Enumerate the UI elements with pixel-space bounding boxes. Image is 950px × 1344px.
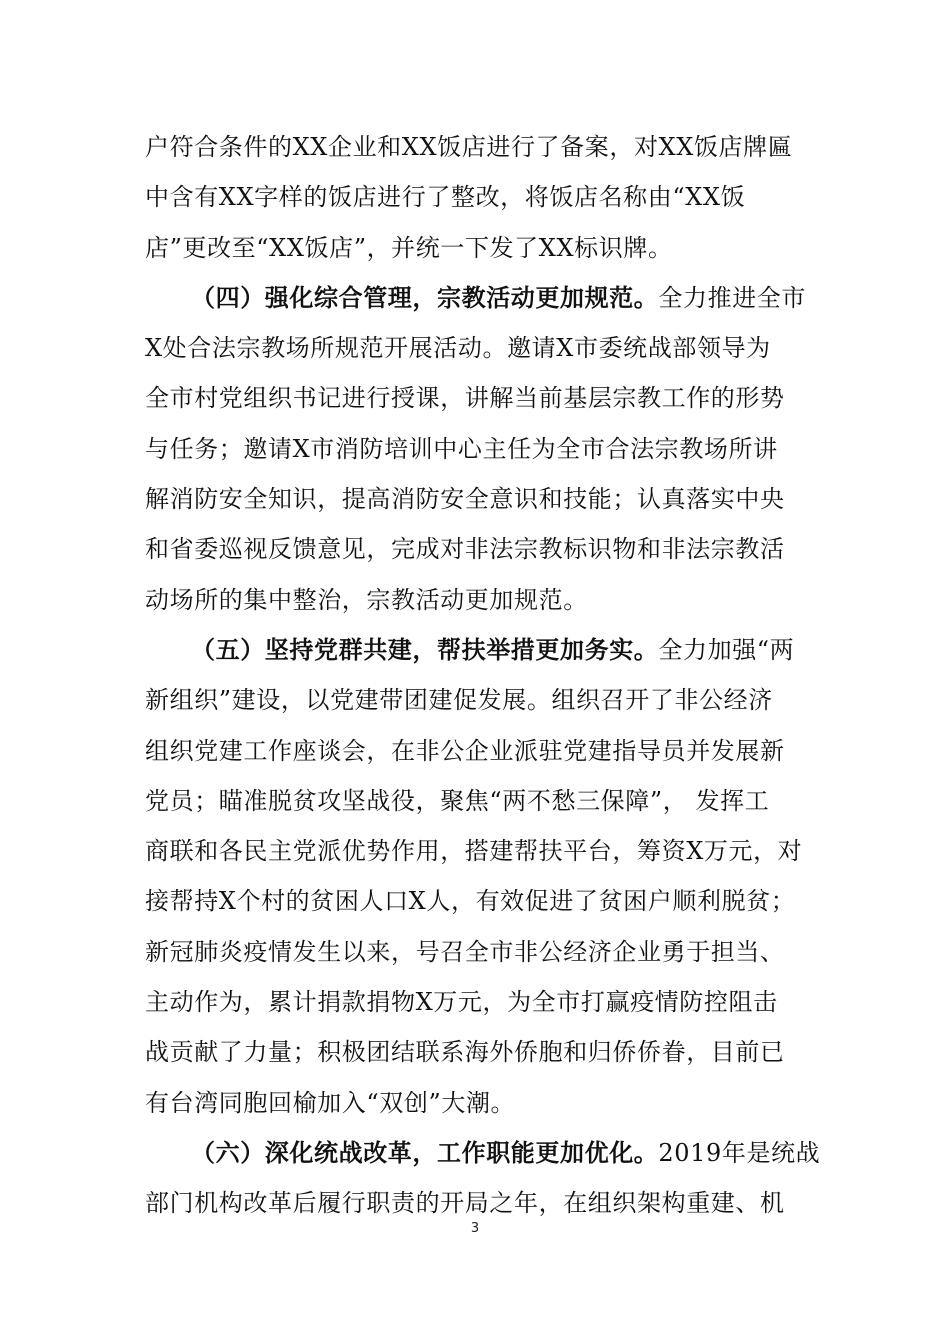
text-line: 党员；瞄准脱贫攻坚战役，聚焦“两不愁三保障”， 发挥工 [145, 786, 770, 815]
text-line: 动场所的集中整治，宗教活动更加规范。 [145, 585, 588, 614]
text-line: 有台湾同胞回榆加入“双创”大潮。 [145, 1088, 516, 1117]
text-line: 全市村党组织书记进行授课，讲解当前基层宗教工作的形势 [145, 384, 785, 413]
section-heading: （四）强化综合管理，宗教活动更加规范。 [191, 282, 659, 312]
text-line: 主动作为，累计捐款捐物X万元，为全市打赢疫情防控阻击 [145, 988, 778, 1017]
text-line: 新冠肺炎疫情发生以来，号召全市非公经济企业勇于担当、 [145, 937, 785, 966]
text-line: 与任务；邀请X市消防培训中心主任为全市合法宗教场所讲 [145, 434, 778, 463]
paragraph-first-line [145, 1128, 821, 1178]
text-line: 组织党建工作座谈会，在非公企业派驻党建指导员并发展新 [145, 736, 785, 765]
text-run: 全力推进全市 [658, 283, 807, 312]
text-line: 中含有XX字样的饭店进行了整改，将饭店名称由“XX饭 [145, 183, 746, 212]
text-run: 全力加强“两 [658, 635, 795, 664]
paragraph-first-line [145, 625, 813, 675]
text-line: 新组织”建设，以党建带团建促发展。组织召开了非公经济 [145, 686, 773, 715]
section-heading: （五）坚持党群共建，帮扶举措更加务实。 [191, 634, 659, 664]
body-text [145, 122, 821, 1229]
text-line: 部门机构改革后履行职责的开局之年，在组织架构重建、机 [145, 1189, 785, 1218]
text-line: 解消防安全知识，提高消防安全意识和技能；认真落实中央 [145, 485, 785, 514]
text-line: X处合法宗教场所规范开展活动。邀请X市委统战部领导为 [145, 334, 771, 363]
paragraph-first-line [145, 273, 813, 323]
text-line: 商联和各民主党派优势作用，搭建帮扶平台，筹资X万元，对 [145, 837, 803, 866]
text-line: 店”更改至“XX饭店”，并统一下发了XX标识牌。 [145, 233, 673, 262]
text-line: 接帮持X个村的贫困人口X人，有效促进了贫困户顺利脱贫； [145, 887, 796, 916]
text-line: 战贡献了力量；积极团结联系海外侨胞和归侨侨眷，目前已 [145, 1038, 785, 1067]
text-line: 和省委巡视反馈意见，完成对非法宗教标识物和非法宗教活 [145, 535, 785, 564]
section-heading: （六）深化统战改革，工作职能更加优化。 [191, 1137, 659, 1167]
text-run: 2019年是统战 [658, 1138, 821, 1167]
text-line: 户符合条件的XX企业和XX饭店进行了备案，对XX饭店牌匾 [145, 133, 793, 161]
page-number: 3 [470, 1221, 480, 1236]
